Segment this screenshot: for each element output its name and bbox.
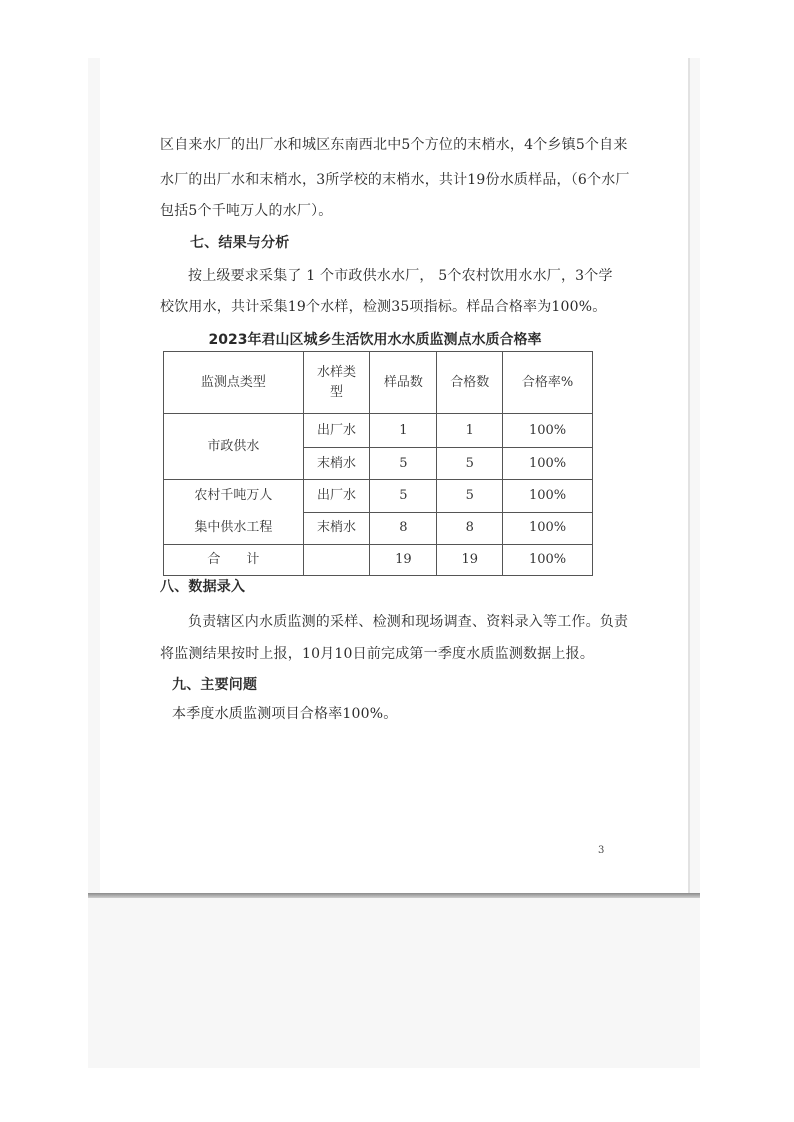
table-cell: 1 — [370, 414, 437, 448]
group-cell-line: 农村千吨万人 — [194, 488, 273, 503]
paragraph-line: 本季度水质监测项目合格率100%。 — [172, 706, 398, 722]
section-heading-data-entry: 八、数据录入 — [160, 579, 246, 595]
table-cell: 100% — [503, 414, 593, 448]
header-cell: 样品数 — [370, 352, 437, 414]
table-cell: 100% — [503, 512, 593, 545]
table-cell: 5 — [370, 448, 437, 480]
table-cell: 100% — [503, 480, 593, 513]
header-cell-line: 型 — [330, 384, 344, 400]
header-cell: 监测点类型 — [164, 352, 304, 414]
group-cell — [164, 480, 304, 545]
table-header-row — [164, 352, 593, 414]
table-cell: 100% — [503, 448, 593, 480]
table-cell: 末梢水 — [303, 448, 370, 480]
table-cell: 出厂水 — [303, 414, 370, 448]
group-cell-line: 集中供水工程 — [194, 520, 273, 535]
scan-shadow — [88, 893, 700, 898]
section-heading-results: 七、结果与分析 — [190, 235, 290, 251]
table-cell: 100% — [503, 545, 593, 576]
paragraph-line: 按上级要求采集了 1 个市政供水水厂， 5个农村饮用水水厂，3个学 — [188, 268, 613, 284]
table-cell: 19 — [437, 545, 503, 576]
total-label-cell: 合 计 — [164, 545, 304, 576]
table-row — [164, 480, 593, 513]
paragraph-line: 将监测结果按时上报，10月10日前完成第一季度水质监测数据上报。 — [160, 646, 595, 662]
section-heading-issues: 九、主要问题 — [172, 677, 258, 693]
table-cell: 5 — [437, 480, 503, 513]
table-caption: 2023年君山区城乡生活饮用水水质监测点水质合格率 — [208, 332, 542, 348]
water-quality-table — [163, 351, 593, 576]
table-total-row — [164, 545, 593, 576]
page-number: 3 — [598, 845, 605, 856]
header-cell: 合格数 — [437, 352, 503, 414]
paragraph-line: 校饮用水，共计采集19个水样，检测35项指标。样品合格率为100%。 — [160, 299, 607, 315]
paragraph-line: 水厂的出厂水和末梢水，3所学校的末梢水，共计19份水质样品，（6个水厂 — [160, 172, 630, 188]
table-cell — [303, 545, 370, 576]
scan-edge — [688, 58, 690, 898]
paragraph-line: 负责辖区内水质监测的采样、检测和现场调查、资料录入等工作。负责 — [188, 614, 629, 630]
table-cell: 1 — [437, 414, 503, 448]
group-cell: 市政供水 — [164, 414, 304, 480]
table-cell: 8 — [437, 512, 503, 545]
header-cell: 合格率% — [503, 352, 593, 414]
table-cell: 5 — [437, 448, 503, 480]
paragraph-line: 区自来水厂的出厂水和城区东南西北中5个方位的末梢水，4个乡镇5个自来 — [160, 137, 628, 153]
header-cell — [303, 352, 370, 414]
paragraph-line: 包括5个千吨万人的水厂）。 — [160, 203, 333, 219]
table-cell: 5 — [370, 480, 437, 513]
header-cell-line: 水样类 — [317, 364, 357, 380]
table-cell: 19 — [370, 545, 437, 576]
table-cell: 8 — [370, 512, 437, 545]
table-cell: 出厂水 — [303, 480, 370, 513]
table-row — [164, 414, 593, 448]
table-cell: 末梢水 — [303, 512, 370, 545]
